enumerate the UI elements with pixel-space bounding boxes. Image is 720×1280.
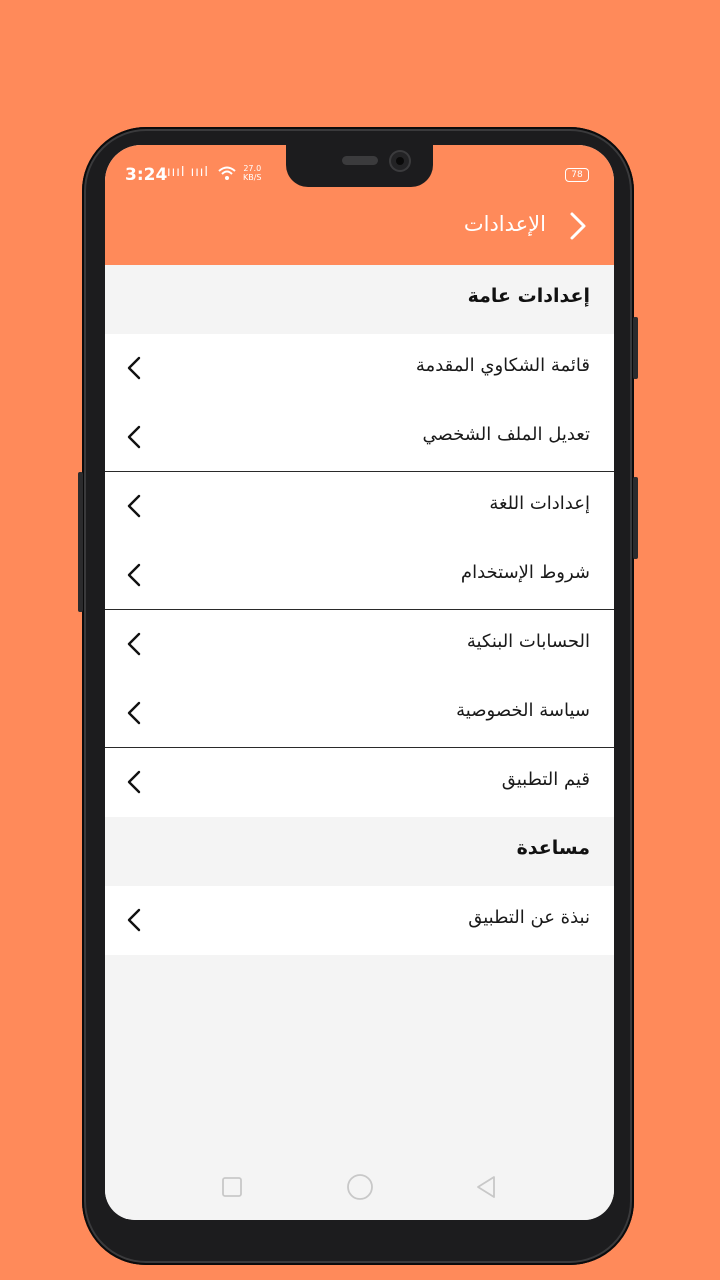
section-header-general — [105, 265, 614, 334]
page-title: الإعدادات — [463, 212, 546, 236]
section-header-help — [105, 817, 614, 886]
battery-icon: 78 — [565, 168, 589, 182]
chevron-left-icon — [127, 770, 141, 794]
status-time: 3:24 — [125, 165, 168, 185]
network-speed-unit: KB/S — [243, 173, 262, 182]
section-title-general: إعدادات عامة — [467, 285, 590, 307]
speaker-grille — [342, 156, 378, 165]
settings-item-terms[interactable] — [105, 541, 614, 610]
item-label: قائمة الشكاوي المقدمة — [415, 355, 590, 376]
screen — [105, 145, 614, 1220]
network-speed-value: 27.0 — [243, 164, 262, 173]
item-label: قيم التطبيق — [501, 769, 590, 790]
item-label: سياسة الخصوصية — [456, 700, 590, 721]
item-label: الحسابات البنكية — [466, 631, 590, 652]
chevron-left-icon — [127, 356, 141, 380]
side-button — [633, 477, 638, 559]
settings-item-bank-accounts[interactable] — [105, 610, 614, 679]
chevron-left-icon — [127, 701, 141, 725]
circle-icon[interactable] — [346, 1173, 374, 1201]
settings-item-rate-app[interactable] — [105, 748, 614, 817]
settings-item-edit-profile[interactable] — [105, 403, 614, 472]
item-label: نبذة عن التطبيق — [468, 907, 590, 928]
power-button — [633, 317, 638, 379]
chevron-left-icon — [127, 425, 141, 449]
item-label: شروط الإستخدام — [460, 562, 590, 583]
settings-item-language[interactable] — [105, 472, 614, 541]
settings-item-privacy[interactable] — [105, 679, 614, 748]
settings-item-complaints[interactable] — [105, 334, 614, 403]
chevron-left-icon — [127, 632, 141, 656]
chevron-left-icon — [127, 563, 141, 587]
section-title-help: مساعدة — [516, 837, 590, 859]
triangle-back-icon[interactable] — [474, 1175, 498, 1199]
chevron-left-icon — [127, 908, 141, 932]
item-label: تعديل الملف الشخصي — [422, 424, 590, 445]
signal-icon: ıııl ıııl — [167, 165, 210, 180]
camera-notch — [286, 145, 433, 187]
item-label: إعدادات اللغة — [489, 493, 590, 514]
system-nav-bar — [105, 1155, 614, 1220]
settings-item-about[interactable] — [105, 886, 614, 955]
volume-button — [78, 472, 83, 612]
front-camera — [389, 150, 411, 172]
chevron-left-icon — [127, 494, 141, 518]
chevron-right-icon[interactable] — [566, 211, 590, 241]
wifi-icon — [217, 165, 237, 181]
network-speed — [243, 164, 262, 182]
square-icon[interactable] — [220, 1175, 244, 1199]
